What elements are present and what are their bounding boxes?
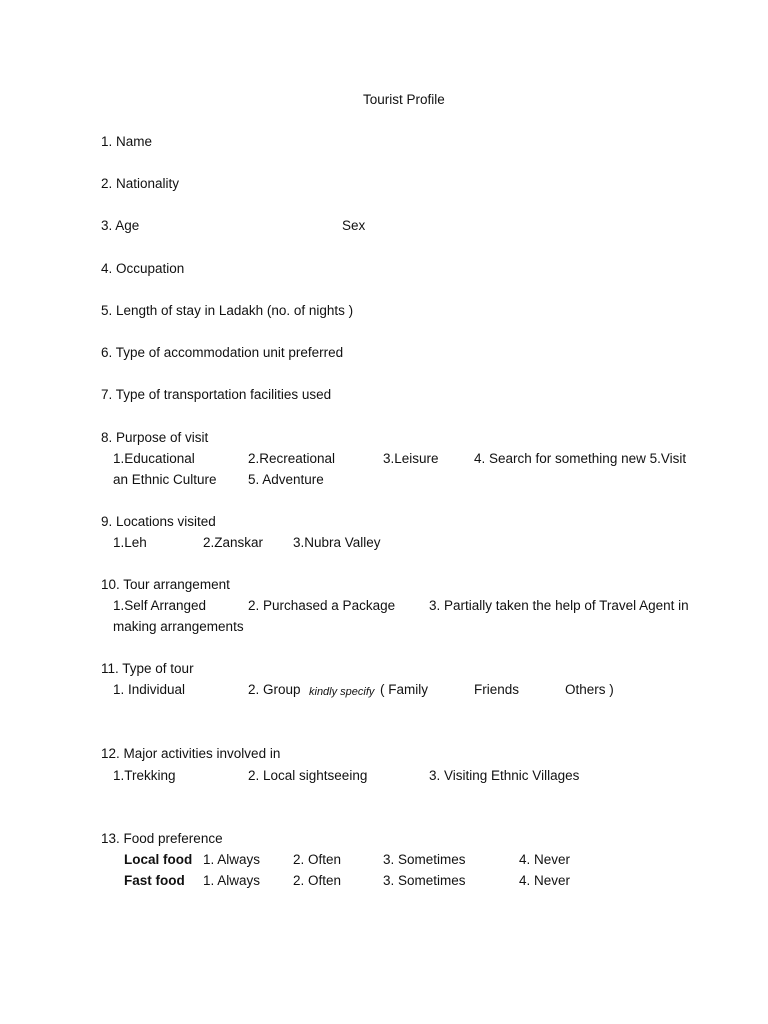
option-item: 1. Always (203, 873, 261, 888)
option-item: 2. Local sightseeing (248, 768, 368, 783)
option-item: 2. Purchased a Package (248, 598, 396, 613)
option-item: 2. Often (293, 873, 342, 888)
option-item: making arrangements (113, 619, 244, 634)
question-food-preference: 13. Food preference (101, 831, 223, 846)
option-item: 3. Partially taken the help of Travel Agent in (429, 598, 689, 613)
option-item: 1.Leh (113, 535, 147, 550)
question-transportation: 7. Type of transportation facilities used (101, 387, 332, 402)
option-item: Others ) (565, 682, 614, 697)
row-label-local-food: Local food (124, 852, 193, 867)
option-item: Friends (474, 682, 520, 697)
option-item: 1.Educational (113, 451, 195, 466)
question-occupation: 4. Occupation (101, 261, 185, 276)
option-item: 2. Often (293, 852, 342, 867)
option-item: an Ethnic Culture (113, 472, 217, 487)
question-purpose: 8. Purpose of visit (101, 430, 209, 445)
option-item: 1. Always (203, 852, 261, 867)
question-nationality: 2. Nationality (101, 176, 180, 191)
question-accommodation: 6. Type of accommodation unit preferred (101, 345, 344, 360)
option-item: 3. Sometimes (383, 852, 466, 867)
option-item: 3.Nubra Valley (293, 535, 381, 550)
question-length-of-stay: 5. Length of stay in Ladakh (no. of nights ) (101, 303, 354, 318)
option-item: 2. Group (248, 682, 301, 697)
page-title: Tourist Profile (363, 92, 445, 107)
question-tour-arrangement: 10. Tour arrangement (101, 577, 230, 592)
question-sex: Sex (342, 218, 366, 233)
option-item: 3. Visiting Ethnic Villages (429, 768, 580, 783)
option-item: 5. Adventure (248, 472, 324, 487)
option-item: 2.Recreational (248, 451, 336, 466)
option-item: 3.Leisure (383, 451, 439, 466)
option-item: 4. Never (519, 873, 571, 888)
question-activities: 12. Major activities involved in (101, 746, 281, 761)
row-label-fast-food: Fast food (124, 873, 185, 888)
option-item: 3. Sometimes (383, 873, 466, 888)
option-item: 2.Zanskar (203, 535, 264, 550)
question-locations: 9. Locations visited (101, 514, 216, 529)
option-item: 1.Trekking (113, 768, 176, 783)
option-item: 1. Individual (113, 682, 186, 697)
question-type-of-tour: 11. Type of tour (101, 661, 194, 676)
option-item: ( Family (380, 682, 428, 697)
option-item: 4. Search for something new 5.Visit (474, 451, 687, 466)
option-item: 4. Never (519, 852, 571, 867)
option-item: 1.Self Arranged (113, 598, 207, 613)
option-note: kindly specify (309, 686, 375, 698)
question-name: 1. Name (101, 134, 153, 149)
question-age: 3. Age (101, 218, 140, 233)
